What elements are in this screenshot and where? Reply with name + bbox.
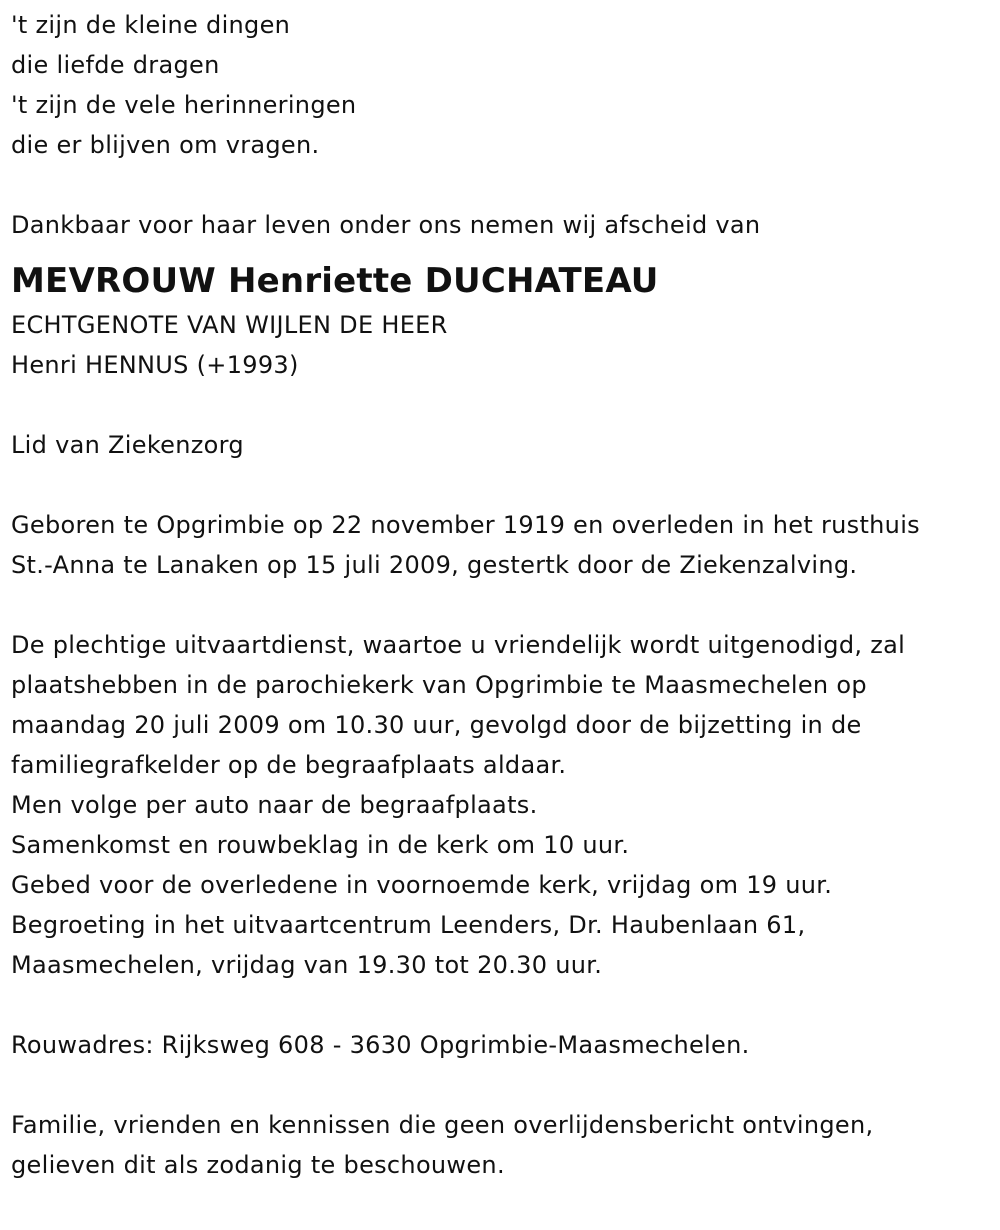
obituary-notice: [11, 5, 996, 1185]
poem-line: 't zijn de kleine dingen: [11, 11, 291, 39]
relation-text: ECHTGENOTE VAN WIJLEN DE HEER: [11, 311, 448, 339]
spacer: [11, 985, 996, 1025]
paragraph-line: Samenkomst en rouwbeklag in de kerk om 10 uur.: [11, 831, 630, 859]
paragraph-line: Familie, vrienden en kennissen die geen overlijdensbericht ontvingen,: [11, 1111, 874, 1139]
poem: [11, 5, 996, 165]
deceased-block: [11, 257, 996, 385]
paragraph-line: Gebed voor de overledene in voornoemde kerk, vrijdag om 19 uur.: [11, 871, 833, 899]
ceremony-paragraph: [11, 625, 996, 985]
spacer: [11, 385, 996, 425]
address-text: Rouwadres: Rijksweg 608 - 3630 Opgrimbie-Maasmechelen.: [11, 1031, 750, 1059]
paragraph-line: maandag 20 juli 2009 om 10.30 uur, gevolgd door de bijzetting in de: [11, 711, 862, 739]
spouse-text: Henri HENNUS (+1993): [11, 351, 299, 379]
deceased-name: MEVROUW Henriette DUCHATEAU: [11, 261, 659, 301]
paragraph-line: St.-Anna te Lanaken op 15 juli 2009, gestertk door de Ziekenzalving.: [11, 551, 858, 579]
spacer: [11, 585, 996, 625]
birth-death-paragraph: [11, 505, 996, 585]
membership-text: Lid van Ziekenzorg: [11, 431, 244, 459]
spacer: [11, 1065, 996, 1105]
spacer: [11, 165, 996, 205]
poem-line: die er blijven om vragen.: [11, 131, 320, 159]
paragraph-line: Men volge per auto naar de begraafplaats.: [11, 791, 538, 819]
paragraph-line: Begroeting in het uitvaartcentrum Leenders, Dr. Haubenlaan 61,: [11, 911, 806, 939]
spacer: [11, 465, 996, 505]
paragraph-line: De plechtige uitvaartdienst, waartoe u vriendelijk wordt uitgenodigd, zal: [11, 631, 906, 659]
paragraph-line: Maasmechelen, vrijdag van 19.30 tot 20.30 uur.: [11, 951, 603, 979]
intro-text: Dankbaar voor haar leven onder ons nemen wij afscheid van: [11, 211, 761, 239]
closing-paragraph: [11, 1105, 996, 1185]
paragraph-line: Geboren te Opgrimbie op 22 november 1919 en overleden in het rusthuis: [11, 511, 920, 539]
paragraph-line: familiegrafkelder op de begraafplaats aldaar.: [11, 751, 567, 779]
paragraph-line: gelieven dit als zodanig te beschouwen.: [11, 1151, 505, 1179]
poem-line: die liefde dragen: [11, 51, 220, 79]
paragraph-line: plaatshebben in de parochiekerk van Opgrimbie te Maasmechelen op: [11, 671, 867, 699]
poem-line: 't zijn de vele herinneringen: [11, 91, 357, 119]
